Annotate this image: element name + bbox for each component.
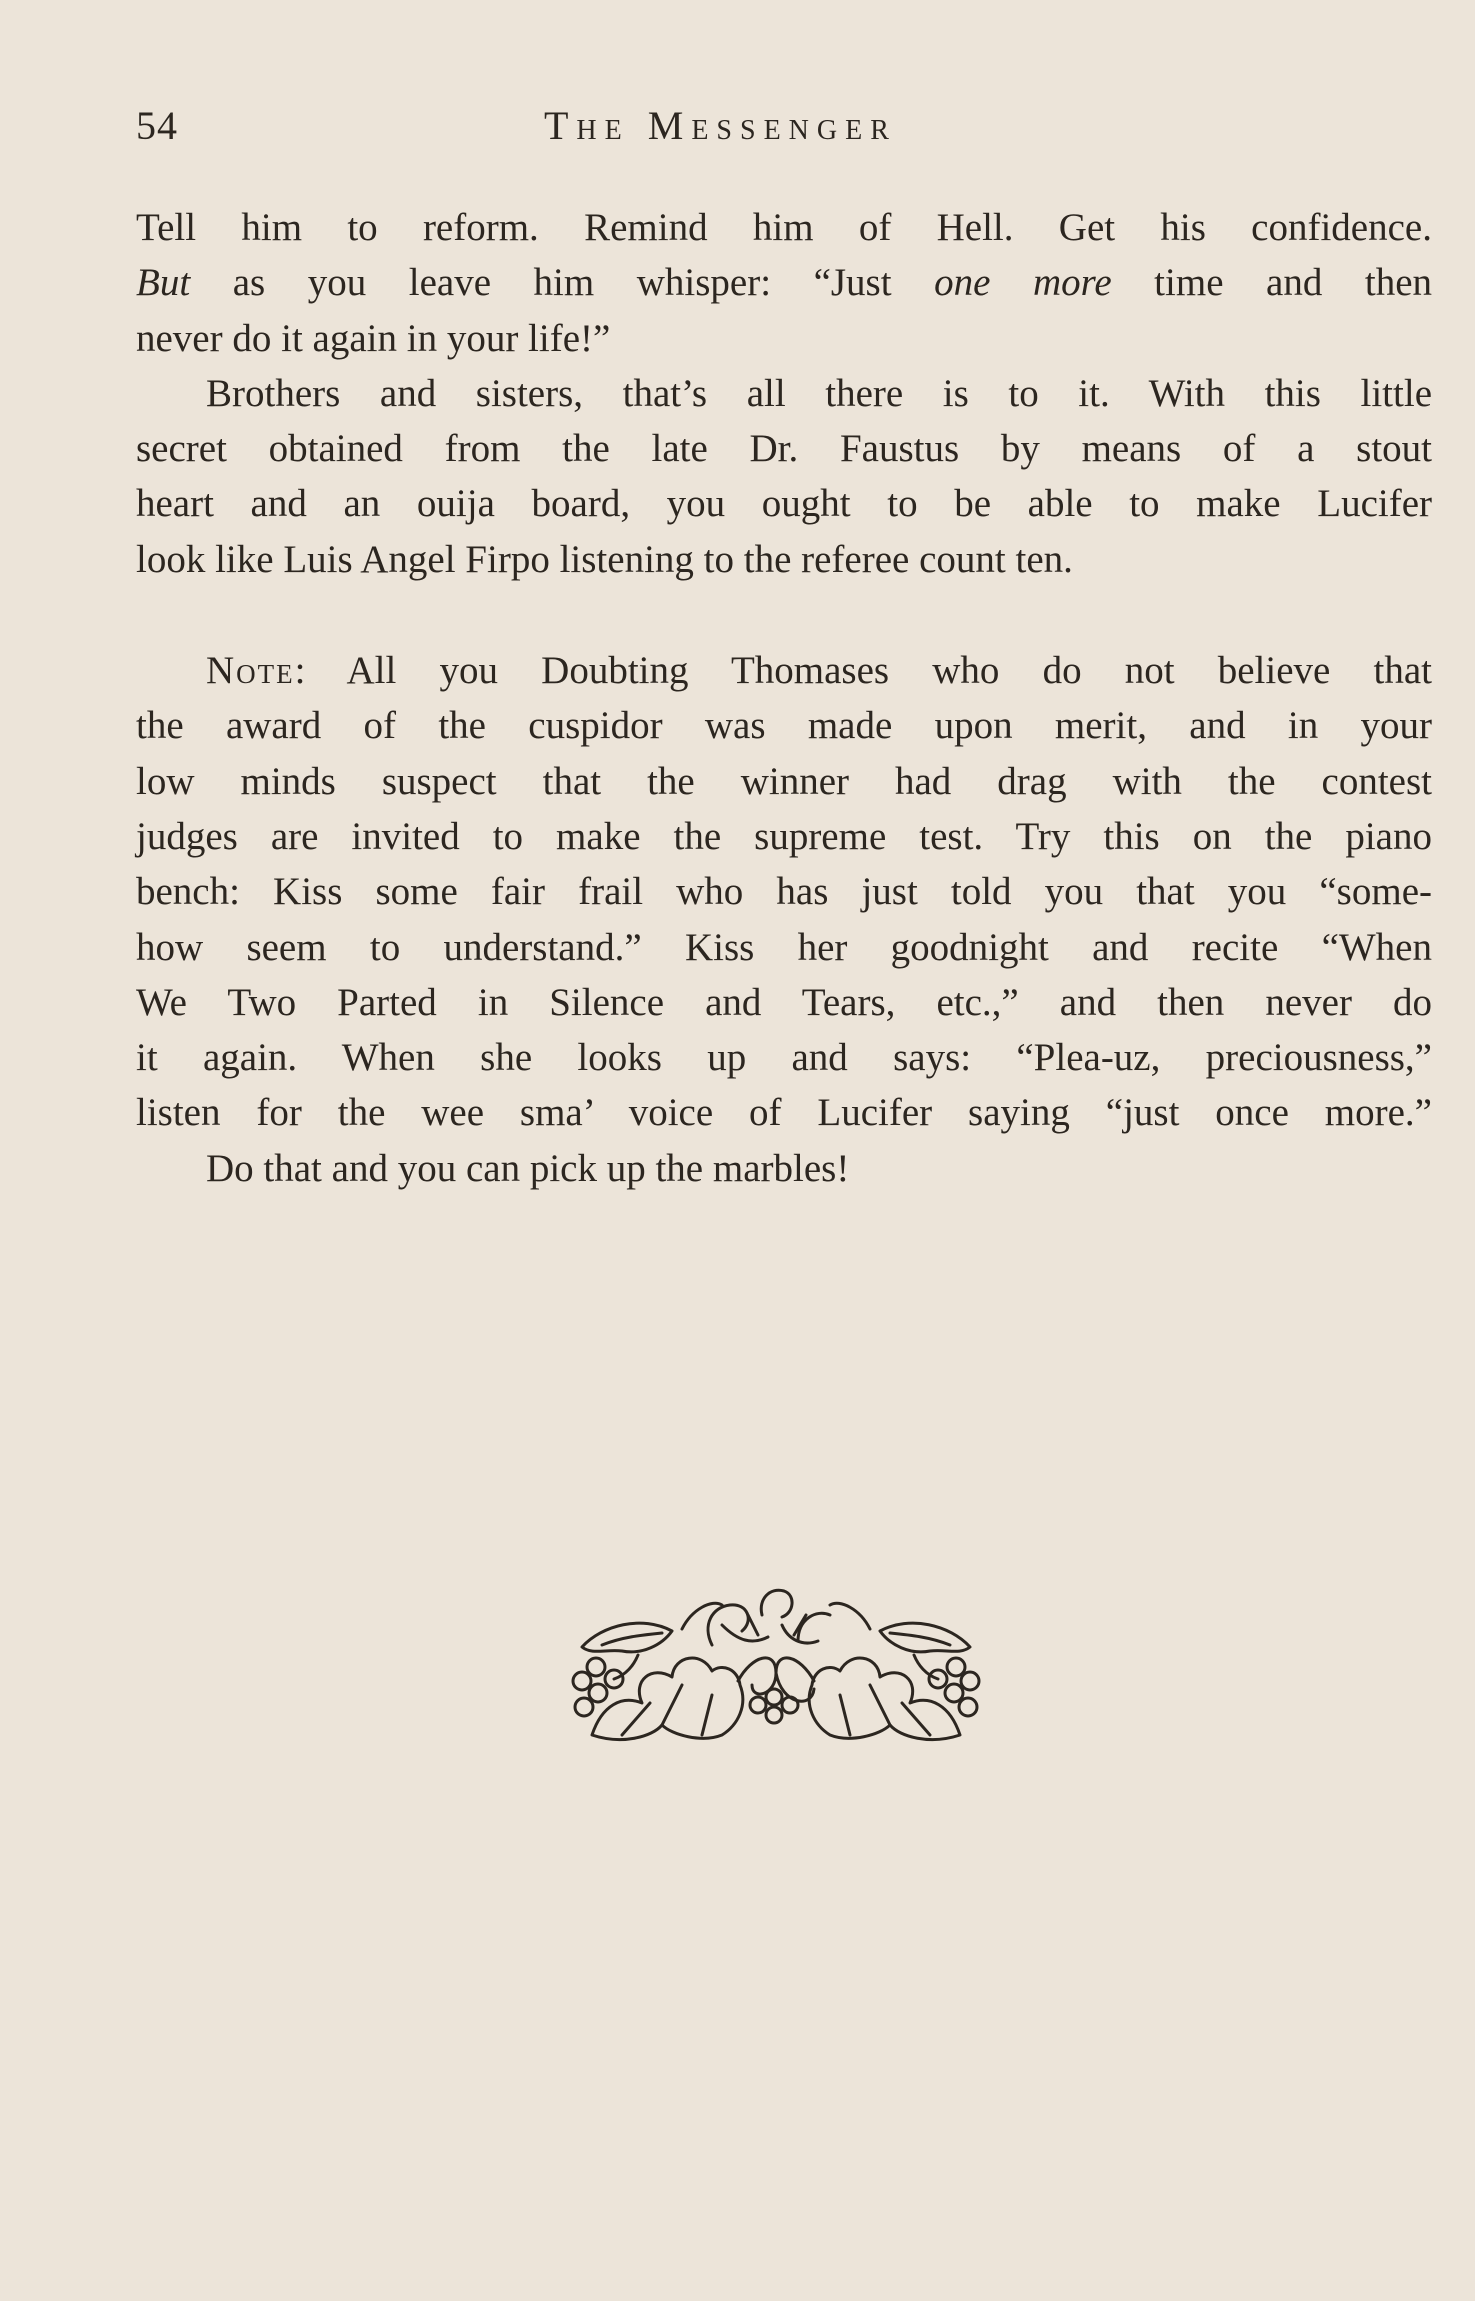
text-line: Do that and you can pick up the marbles! <box>206 1146 850 1190</box>
note-paragraph <box>136 643 1432 1141</box>
text-segment: as you leave him whisper: “Just <box>190 261 935 305</box>
text-line: the award of the cuspidor was made upon merit, and in your <box>136 704 1432 748</box>
italic-text: one more <box>934 261 1112 305</box>
text-line <box>136 643 1432 698</box>
text-line: it again. When she looks up and says: “Plea-uz, preciousness,” <box>136 1036 1432 1080</box>
floral-vine-ornament-icon <box>562 1585 990 1750</box>
text-line: We Two Parted in Silence and Tears, etc.,” and then never do <box>136 980 1432 1024</box>
text-line: judges are invited to make the supreme test. Try this on the piano <box>136 814 1432 858</box>
page-number: 54 <box>136 103 178 148</box>
text-line: never do it again in your life!” <box>136 316 611 360</box>
text-line: bench: Kiss some fair frail who has just told you that you “some- <box>136 870 1432 914</box>
text-line: heart and an ouija board, you ought to be able to make Lucifer <box>136 482 1432 526</box>
text-line: Brothers and sisters, that’s all there is to it. With this little <box>206 371 1432 415</box>
text-segment: : All you Doubting Thomases who do not believe that <box>294 649 1432 693</box>
paragraph-2 <box>136 366 1432 587</box>
text-line: how seem to understand.” Kiss her goodnight and recite “When <box>136 925 1432 969</box>
paragraph-1 <box>136 200 1432 366</box>
paragraph-gap <box>136 587 1432 643</box>
closing-paragraph <box>136 1141 1432 1196</box>
text-line <box>136 255 1432 310</box>
running-title: The Messenger <box>544 103 897 148</box>
note-label: Note <box>206 649 295 693</box>
page-header <box>136 96 1432 156</box>
text-segment: time and then <box>1111 261 1433 305</box>
body-text <box>136 200 1432 1196</box>
text-line: look like Luis Angel Firpo listening to the referee count ten. <box>136 537 1073 581</box>
text-line: low minds suspect that the winner had drag with the contest <box>136 759 1432 803</box>
text-line: Tell him to reform. Remind him of Hell. Get his confidence. <box>136 206 1432 249</box>
text-line: listen for the wee sma’ voice of Lucifer saying “just once more.” <box>136 1091 1432 1135</box>
text-line: secret obtained from the late Dr. Faustus by means of a stout <box>136 427 1432 471</box>
italic-text: But <box>136 261 191 305</box>
